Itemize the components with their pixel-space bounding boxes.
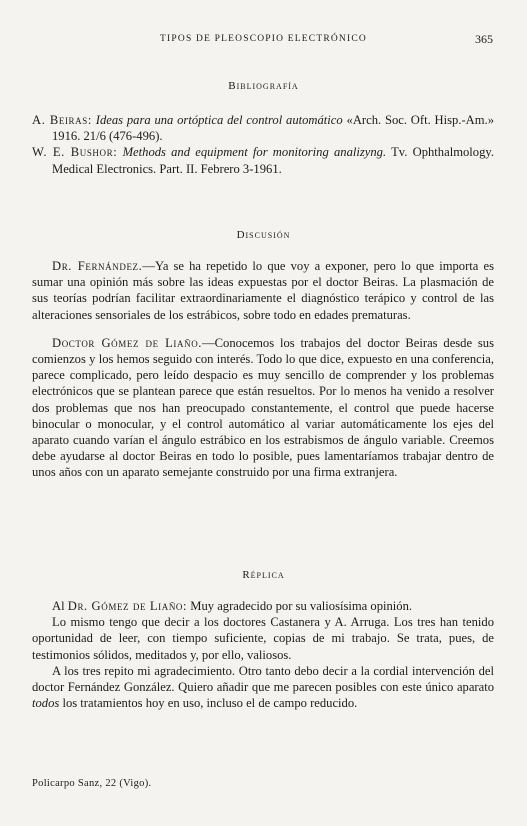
running-title: TIPOS DE PLEOSCOPIO ELECTRÓNICO xyxy=(160,34,367,44)
discussion-heading: Discusión xyxy=(236,229,291,241)
ref-author: W. E. Bushor: xyxy=(32,145,118,160)
speaker-name: Doctor Gómez de Liaño. xyxy=(52,335,203,350)
paragraph-text: los tratamientos hoy en uso, incluso el de campo reducido. xyxy=(62,696,358,711)
running-head xyxy=(0,34,527,50)
speaker-name: Dr. Gómez de Liaño: xyxy=(67,599,188,613)
bibliography-entry xyxy=(32,112,494,144)
ref-source: Tv. Ophthalmology. Medical Electronics. Part. II. Febrero 3-1961. xyxy=(52,145,495,176)
reply-heading: Réplica xyxy=(242,569,285,581)
reply-paragraph xyxy=(32,598,494,614)
ref-source: «Arch. Soc. Oft. Hisp.-Am.» 1916. 21/6 (476-496). xyxy=(52,113,494,144)
bibliography-heading: Bibliografía xyxy=(228,80,299,92)
author-address: Policarpo Sanz, 22 (Vigo). xyxy=(32,778,152,789)
discussion-paragraph xyxy=(32,335,494,481)
paragraph-text: A los tres repito mi agradecimiento. Otro tanto debo decir a la cordial intervención del doctor Fernández González. Quiero añadir que me parecen posibles con este único aparato xyxy=(32,663,494,695)
reply-prefix: Al xyxy=(52,599,65,613)
bibliography-list xyxy=(32,112,494,177)
paragraph-text: Muy agradecido por su valiosísima opinión. xyxy=(190,599,413,613)
page-number: 365 xyxy=(475,32,493,46)
paragraph-text: —Conocemos los trabajos del doctor Beiras desde sus comienzos y los hemos seguido con interés. Todo lo que dice, expuesto en una conferencia, parece complicado, pero leído despacio es muy sencillo de comprender y los problemas electrónicos que se plantean parece que están resueltos. Por lo menos ha venido a resolver dos problemas que nos han preocupado constantemente, el control que puede hacerse binocular o monocular, y el control automático al variar automáticamente los ejes del aparato cuando varían el ángulo estrábico en los estrabismos de ángulo variable. Creemos debe ayudarse al doctor Beiras en todo lo posible, pues lamentaríamos trabajar dentro de unos años con un aparato semejante construido por una firma extranjera. xyxy=(32,335,494,480)
reply-paragraph xyxy=(32,663,494,712)
speaker-name: Dr. Fernández. xyxy=(52,259,143,273)
ref-author: A. Beiras: xyxy=(32,113,92,127)
discussion-paragraph xyxy=(32,258,494,323)
ref-title: Methods and equipment for monitoring analizyng. xyxy=(122,145,387,160)
emphasis-word: todos xyxy=(32,696,60,711)
discussion-body xyxy=(32,258,494,481)
paragraph-text: —Ya se ha repetido lo que voy a exponer, pero lo que importa es sumar una opinión más sobre las ideas expuestas por el doctor Beiras. La plasmación de sus teorías podrían facilitar extraordinariamente el diagnóstico terápico y control de las alteraciones sensoriales de los estrábicos, sobre todo en edades prematuras. xyxy=(32,259,494,322)
reply-paragraph: Lo mismo tengo que decir a los doctores Castanera y A. Arruga. Los tres han tenido oportunidad de leer, con tiempo suficiente, copias de mi trabajo. Se trata, pues, de testimonios sólidos, meditados y, por ello, valiosos. xyxy=(32,615,494,662)
ref-title: Ideas para una ortóptica del control automático xyxy=(95,113,343,127)
reply-body xyxy=(32,598,494,711)
bibliography-entry xyxy=(32,144,494,176)
